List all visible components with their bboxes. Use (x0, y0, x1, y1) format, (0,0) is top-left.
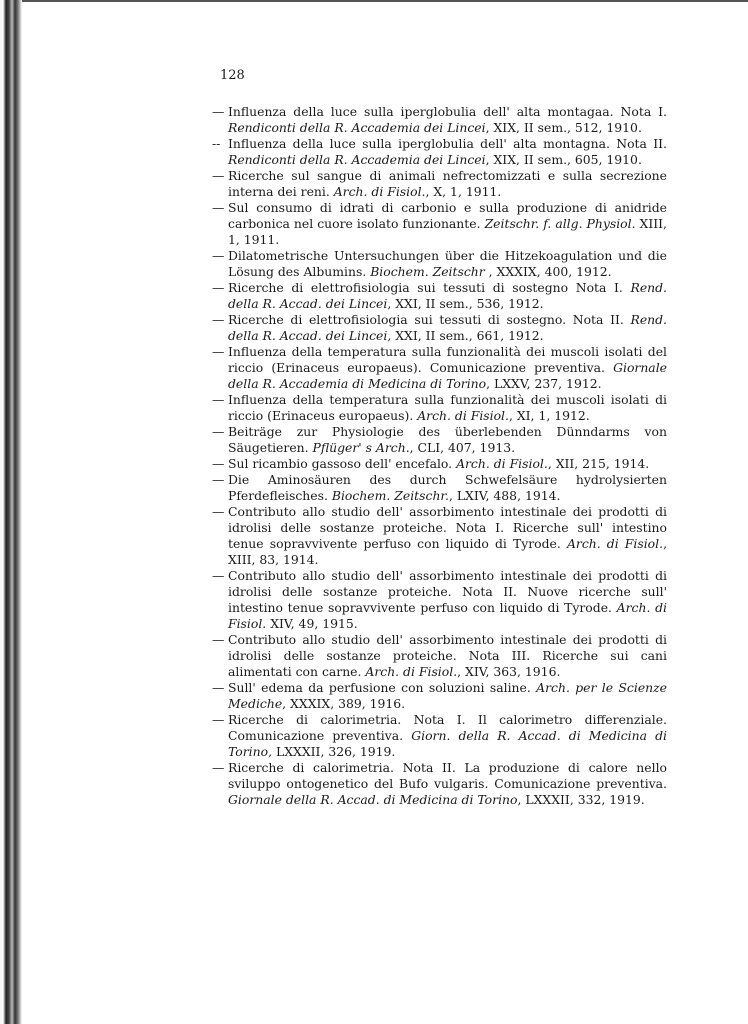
journal-title: Arch. di Fisiol. (333, 184, 426, 199)
entry-text: , XIX, II sem., 512, 1910. (485, 120, 642, 135)
bibliography-entry (212, 632, 667, 680)
bibliography-entry (212, 312, 667, 344)
entry-dash: — (212, 632, 225, 647)
entry-text: Influenza della temperatura sulla funzionalità dei muscoli isolati di riccio (Erinaceus europaeus). (228, 392, 667, 423)
entry-dash: — (212, 568, 225, 583)
bibliography-entry (212, 712, 667, 760)
bibliography-list (212, 104, 667, 808)
journal-title: Arch. di Fisiol. (566, 536, 664, 551)
bibliography-entry (212, 424, 667, 456)
bibliography-entry (212, 248, 667, 280)
journal-title: Rend. della R. Accad. dei Lincei, (228, 312, 667, 343)
page-number: 128 (220, 68, 245, 83)
entry-dash: — (212, 104, 225, 119)
entry-dash: — (212, 424, 225, 439)
entry-text: Contributo allo studio dell' assorbimento intestinale dei prodotti di idrolisi delle sostanze proteiche. Nota II. Nuove ricerche sull' intestino tenue sopravvivente perfuso con liquido di Tyrode. (228, 568, 667, 615)
entry-text: Dilatometrische Untersuchungen über die Hitzekoagulation und die Lösung des Albumins. (228, 248, 667, 279)
journal-title: Rendiconti della R. Accademia dei Lincei (228, 152, 486, 167)
entry-text: , CLI, 407, 1913. (409, 440, 516, 455)
journal-title: Pflüger' s Arch. (312, 440, 410, 455)
journal-title: Giornale della R. Accad. di Medicina di Torino (228, 792, 518, 807)
entry-text: XXI, II sem., 661, 1912. (391, 328, 544, 343)
bibliography-entry (212, 280, 667, 312)
entry-text: , X, 1, 1911. (425, 184, 502, 199)
entry-dash: — (212, 680, 225, 695)
entry-text: , LXXXII, 332, 1919. (517, 792, 645, 807)
entry-text: , XXI, II sem., 536, 1912. (387, 296, 544, 311)
journal-title: Giornale della R. Accademia di Medicina di Torino (228, 360, 667, 391)
bibliography-entry (212, 344, 667, 392)
entry-text: , XIII, 83, 1914. (228, 536, 668, 567)
entry-dash: -- (212, 136, 221, 151)
entry-dash: — (212, 392, 225, 407)
bibliography-entry (212, 760, 667, 808)
journal-title: Arch. per le Scienze Mediche (228, 680, 668, 711)
entry-text: , LXXV, 237, 1912. (486, 376, 602, 391)
journal-title: Zeitschr. f. allg. Physiol. (484, 216, 636, 231)
entry-dash: — (212, 312, 225, 327)
entry-text: Influenza della luce sulla iperglobulia dell' alta montagaa. Nota I. (228, 104, 667, 119)
journal-title: Rendiconti della R. Accademia dei Lincei (228, 120, 486, 135)
bibliography-entry (212, 200, 667, 248)
entry-dash: — (212, 344, 225, 359)
entry-dash: — (212, 760, 225, 775)
entry-text: Influenza della luce sulla iperglobulia dell' alta montagna. Nota II. (228, 136, 667, 151)
entry-text: Ricerche di elettrofisiologia sui tessuti di sostegno Nota I. (228, 280, 631, 295)
entry-text: , XII, 215, 1914. (547, 456, 650, 471)
book-binding-edge (0, 0, 22, 1024)
entry-text: Ricerche di calorimetria. Nota I. Il calorimetro differenziale. Comunicazione preventiva. (228, 712, 667, 743)
entry-text: Contributo allo studio dell' assorbimento intestinale dei prodotti di idrolisi delle sostanze proteiche. Nota III. Ricerche sui cani alimentati con carne. (228, 632, 667, 679)
journal-title: Giorn. della R. Accad. di Medicina di Torino (228, 728, 667, 759)
entry-dash: — (212, 280, 225, 295)
journal-title: Arch. di Fisiol. (417, 408, 509, 423)
bibliography-entry (212, 504, 667, 568)
journal-title: Biochem. Zeitschr (370, 264, 485, 279)
entry-text: Contributo allo studio dell' assorbimento intestinale dei prodotti di idrolisi delle sostanze proteiche. Nota I. Ricerche sull' intestino tenue sopravvivente perfuso con liquido di Tyrode. (228, 504, 667, 551)
entry-text: XIV, 49, 1915. (266, 616, 358, 631)
entry-text: Ricerche di elettrofisiologia sui tessuti di sostegno. Nota II. (228, 312, 631, 327)
entry-text: , XI, 1, 1912. (508, 408, 590, 423)
entry-dash: — (212, 168, 225, 183)
journal-title: Arch. di Fisiol. (365, 664, 458, 679)
bibliography-entry (212, 456, 667, 472)
entry-text: , XIX, II sem., 605, 1910. (485, 152, 642, 167)
bibliography-entry (212, 168, 667, 200)
journal-title: Arch. di Fisiol. (456, 456, 548, 471)
entry-text: , LXXXII, 326, 1919. (268, 744, 396, 759)
bibliography-entry (212, 104, 667, 136)
entry-text: Beiträge zur Physiologie des überlebenden Dünndarms von Säugetieren. (228, 424, 667, 455)
entry-dash: — (212, 504, 225, 519)
entry-text: Die Aminosäuren des durch Schwefelsäure hydrolysierten Pferdefleisches. (228, 472, 667, 503)
bibliography-entry (212, 680, 667, 712)
entry-text: , XIV, 363, 1916. (457, 664, 561, 679)
entry-text: Ricerche di calorimetria. Nota II. La produzione di calore nello sviluppo ontogenetico del Bufo vulgaris. Comunicazione preventiva. (228, 760, 667, 791)
entry-dash: — (212, 472, 225, 487)
journal-title: Rend. della R. Accad. dei Lincei (228, 280, 667, 311)
entry-dash: — (212, 248, 225, 263)
journal-title: Biochem. Zeitschr. (331, 488, 449, 503)
entry-text: Ricerche sul sangue di animali nefrectomizzati e sulla secrezione interna dei reni. (228, 168, 667, 199)
entry-text: , XXXIX, 389, 1916. (282, 696, 406, 711)
entry-text: , LXIV, 488, 1914. (448, 488, 561, 503)
scan-top-edge (0, 0, 748, 2)
entry-text: Sul consumo di idrati di carbonio e sulla produzione di anidride carbonica nel cuore isolato funzionante. (228, 200, 667, 231)
bibliography-entry (212, 136, 667, 168)
entry-dash: — (212, 456, 225, 471)
bibliography-entry (212, 392, 667, 424)
entry-text: Sull' edema da perfusione con soluzioni saline. (228, 680, 537, 695)
bibliography-entry (212, 472, 667, 504)
journal-title: Arch. di Fisiol. (228, 600, 667, 631)
entry-text: XIII, 1, 1911. (228, 216, 667, 247)
entry-text: Sul ricambio gassoso dell' encefalo. (228, 456, 457, 471)
entry-dash: — (212, 712, 225, 727)
bibliography-entry (212, 568, 667, 632)
entry-text: , XXXIX, 400, 1912. (484, 264, 612, 279)
entry-text: Influenza della temperatura sulla funzionalità dei muscoli isolati del riccio (Erinaceus europaeus). Comunicazione preventiva. (228, 344, 667, 375)
entry-dash: — (212, 200, 225, 215)
